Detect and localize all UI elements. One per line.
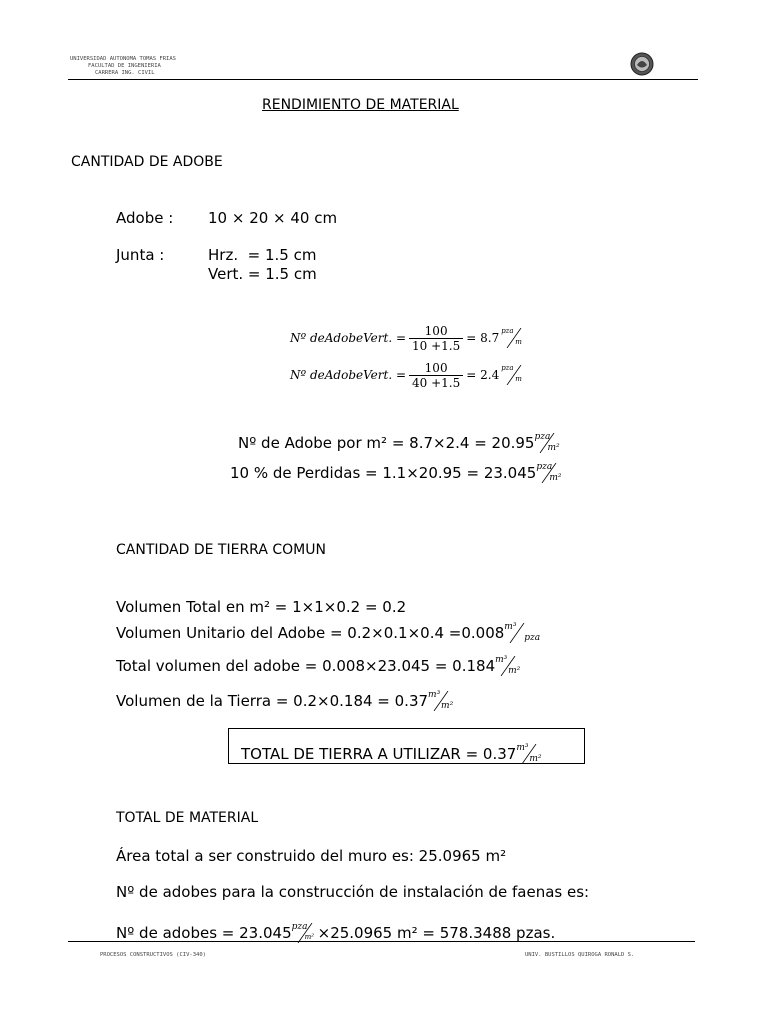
formula-adobe-vert-1 (290, 320, 529, 356)
unit-m3-per-m2: m³ m² (428, 690, 454, 711)
page-title: RENDIMIENTO DE MATERIAL (262, 97, 459, 113)
total-volumen-adobe-line: Total volumen del adobe = 0.008×23.045 = 0.184 m³ m² (116, 655, 523, 677)
unit-pza-per-m2: pza m² (291, 922, 315, 941)
perdidas-line: 10 % de Perdidas = 1.1×20.95 = 23.045 pza m² (230, 462, 564, 484)
adobe-label: Adobe : (116, 209, 174, 227)
header-rule (68, 79, 698, 80)
volumen-unitario-line: Volumen Unitario del Adobe = 0.2×0.1×0.4 =0.008 m³ pza (116, 622, 542, 644)
unit-pza-per-m: pza m (501, 364, 522, 383)
formula-1-denominator: 10 +1.5 (412, 338, 461, 353)
volumen-tierra-line: Volumen de la Tierra = 0.2×0.184 = 0.37 m³ m² (116, 690, 456, 712)
formula-2-numerator: 100 (409, 361, 463, 376)
formula-2-lhs: Nº deAdobeVert. = (290, 368, 407, 382)
section-heading-material: TOTAL DE MATERIAL (116, 810, 259, 826)
formula-1-fraction (409, 324, 463, 353)
formula-1-lhs: Nº deAdobeVert. = (290, 331, 407, 345)
adobes-construccion-line: Nº de adobes para la construcción de instalación de faenas es: (116, 883, 590, 901)
unit-m3-per-m2: m³ m² (516, 743, 542, 764)
junta-label: Junta : (116, 246, 165, 264)
unit-m3-per-m2: m³ m² (495, 655, 521, 676)
unit-pza-per-m2: pza m² (536, 462, 562, 483)
adobe-per-m2-line: Nº de Adobe por m² = 8.7×2.4 = 20.95 pza m² (238, 432, 562, 454)
volumen-total-line: Volumen Total en m² = 1×1×0.2 = 0.2 (116, 598, 407, 616)
section-heading-tierra: CANTIDAD DE TIERRA COMUN (116, 542, 326, 558)
unit-pza-per-m: pza m (501, 327, 522, 346)
section-heading-adobe: CANTIDAD DE ADOBE (71, 154, 223, 170)
junta-vertical: Vert. = 1.5 cm (208, 265, 317, 283)
formula-1-result: = 8.7 (466, 331, 500, 345)
unit-m3-per-pza: m³ pza (504, 622, 541, 643)
adobe-dimensions: 10 × 20 × 40 cm (208, 209, 338, 227)
formula-2-denominator: 40 +1.5 (412, 375, 461, 390)
junta-horizontal: Hrz. = 1.5 cm (208, 246, 317, 264)
area-total-line: Área total a ser construido del muro es: 25.0965 m² (116, 847, 507, 865)
formula-adobe-vert-2 (290, 357, 529, 393)
university-seal-icon (630, 52, 654, 76)
total-tierra-line: TOTAL DE TIERRA A UTILIZAR = 0.37 m³ m² (241, 743, 544, 765)
header-university: UNIVERSIDAD AUTONOMA TOMAS FRIAS (70, 56, 176, 62)
formula-2-result: = 2.4 (466, 368, 500, 382)
formula-1-numerator: 100 (409, 324, 463, 339)
footer-author: UNIV. BUSTILLOS QUIROGA RONALD S. (525, 952, 635, 958)
unit-pza-per-m2: pza m² (534, 432, 560, 453)
footer-course: PROCESOS CONSTRUCTIVOS (CIV-340) (100, 952, 206, 958)
adobes-total-line: Nº de adobes = 23.045 pza m² ×25.0965 m² = 578.3488 pzas. (116, 922, 556, 942)
header-career: CARRERA ING. CIVIL (95, 70, 155, 76)
header-faculty: FACULTAD DE INGENIERIA (88, 63, 161, 69)
formula-2-fraction (409, 361, 463, 390)
footer-rule (68, 941, 695, 942)
